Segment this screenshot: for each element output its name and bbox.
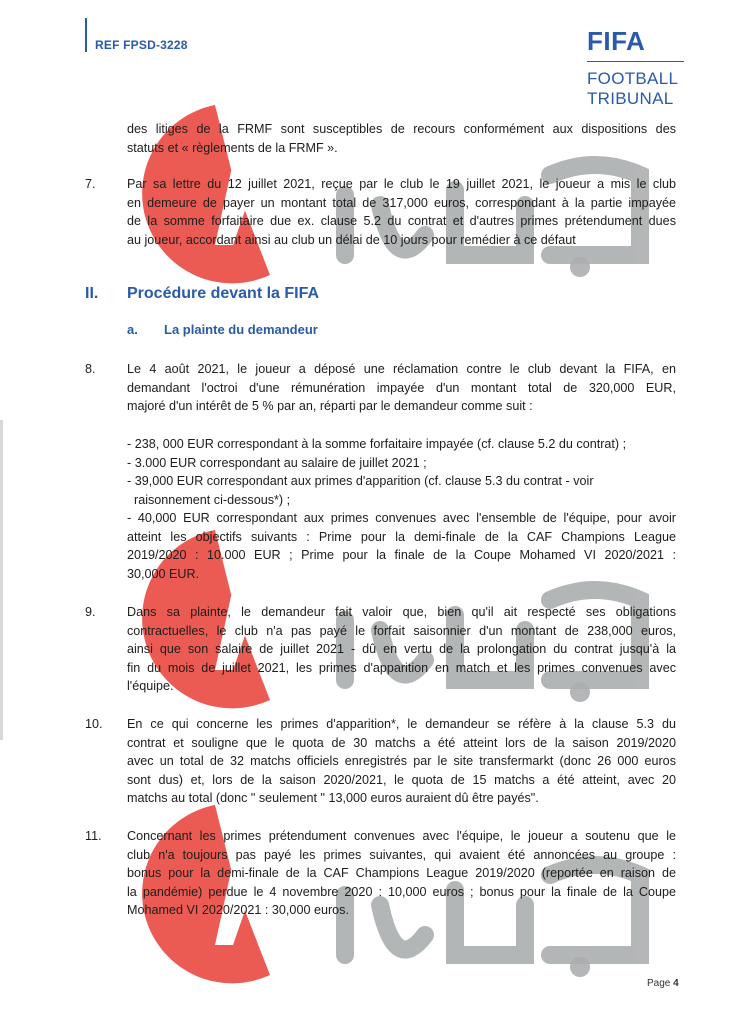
paragraph-continuation xyxy=(127,120,676,157)
paragraph-9 xyxy=(127,603,676,696)
text-line: statuts et « règlements de la FRMF ». xyxy=(127,140,338,155)
text-line: au joueur, accordant ainsi au club un délai de 10 jours pour remédier à ce défaut xyxy=(127,232,576,247)
text-line: l'équipe. xyxy=(127,679,174,693)
paragraph-number: 10. xyxy=(85,717,103,731)
list-item: - 238, 000 EUR correspondant à la somme forfaitaire impayée (cf. clause 5.2 du contrat) ; xyxy=(127,437,627,451)
paragraph-11 xyxy=(127,827,676,920)
text-line: Le 4 août 2021, le joueur a déposé une réclamation contre le club devant la FIFA, en xyxy=(127,362,676,376)
section-number: II. xyxy=(85,285,99,302)
text-line: en demeure de payer un montant total de 317,000 euros, correspondant à la partie impayée xyxy=(127,195,676,210)
text-line: Concernant les primes prétendument convenues avec l'équipe, le joueur a soutenu que le xyxy=(127,829,676,843)
paragraph-8 xyxy=(127,360,676,416)
list-item: - 3.000 EUR correspondant au salaire de juillet 2021 ; xyxy=(127,455,427,470)
paragraph-number: 11. xyxy=(85,829,102,843)
text-line: avec un total de 32 matchs officiels enregistrés par le site transfermarkt (donc 26 000 euros xyxy=(127,754,676,768)
list-item: - 39,000 EUR correspondant aux primes d'apparition (cf. clause 5.3 du contrat - voir xyxy=(127,474,594,488)
section-title: Procédure devant la FIFA xyxy=(127,285,320,302)
claim-breakdown-list xyxy=(127,435,676,583)
list-item: raisonnement ci-dessous*) ; xyxy=(134,492,291,507)
text-line: matchs au total (donc " seulement " 13,000 euros auraient dû être payés". xyxy=(127,791,539,805)
list-item: 2019/2020 : 10.000 EUR ; Prime pour la finale de la Coupe Mohamed VI 2020/2021 : xyxy=(127,548,676,562)
text-line: demandant l'octroi d'une rémunération impayée d'un montant total de 320,000 EUR, xyxy=(127,380,676,395)
subsection-number: a. xyxy=(127,322,138,337)
text-line: contrat et souligne que le quota de 30 matchs a été atteint lors de la saison 2019/2020 xyxy=(127,735,676,750)
list-item: - 40,000 EUR correspondant aux primes convenues avec l'ensemble de l'équipe, pour avoir xyxy=(127,511,676,525)
paragraph-number: 7. xyxy=(85,177,96,191)
list-item: atteint les objectifs suivants : Prime pour la demi-finale de la CAF Champions League xyxy=(127,529,676,544)
fifa-logo-text: FIFA xyxy=(587,26,646,56)
logo-line-tribunal: TRIBUNAL xyxy=(587,89,674,108)
logo-line-football: FOOTBALL xyxy=(587,69,679,88)
list-item: 30,000 EUR. xyxy=(127,566,200,581)
text-line: des litiges de la FRMF sont susceptibles de recours conformément aux dispositions des xyxy=(127,122,676,136)
paragraph-10 xyxy=(127,715,676,808)
logo-divider xyxy=(587,61,684,62)
ref-divider xyxy=(85,18,87,52)
text-line: majoré d'un intérêt de 5 % par an, réparti par le demandeur comme suit : xyxy=(127,399,533,413)
text-line: ainsi que son salaire de juillet 2021 - dû en vertu de la prolongation du contrat jusqu'à la xyxy=(127,642,676,656)
text-line: fin du mois de juillet 2021, les primes d'apparition en match et les primes convenues avec xyxy=(127,660,676,675)
fifa-football-tribunal-logo xyxy=(587,28,685,114)
text-line: Dans sa plainte, le demandeur fait valoir que, bien qu'il ait respecté ses obligations xyxy=(127,605,676,619)
subsection-title: La plainte du demandeur xyxy=(164,322,318,337)
text-line: la pandémie) perdue le 4 novembre 2020 : 10,000 euros ; bonus pour la finale de la Coupe xyxy=(127,884,676,899)
paragraph-number: 9. xyxy=(85,605,96,619)
text-line: contractuelles, le club n'a pas payé le forfait saisonnier d'un montant de 238,000 euros, xyxy=(127,623,676,638)
page-edge-shadow xyxy=(0,420,3,740)
text-line: Mohamed VI 2020/2021 : 30,000 euros. xyxy=(127,903,349,917)
paragraph-7 xyxy=(127,175,676,249)
paragraph-number: 8. xyxy=(85,362,96,376)
text-line: En ce qui concerne les primes d'apparition*, le demandeur se réfère à la clause 5.3 du xyxy=(127,717,676,731)
text-line: bonus pour la demi-finale de la CAF Champions League 2019/2020 (reportée en raison de xyxy=(127,866,676,880)
text-line: club n'a toujours pas payé les primes suivantes, qui avaient été annoncées au groupe : xyxy=(127,847,676,862)
page-number: 4 xyxy=(673,978,679,989)
text-line: Par sa lettre du 12 juillet 2021, reçue par le club le 19 juillet 2021, le joueur a mis le club xyxy=(127,177,676,191)
page-label: Page xyxy=(647,978,671,989)
text-line: de la somme forfaitaire due ex. clause 5.2 du contrat et d'autres primes prétendument dues xyxy=(127,214,676,228)
text-line: sont dus) et, lors de la saison 2020/2021, le quota de 15 matchs a été atteint, avec 20 xyxy=(127,772,676,787)
page-footer xyxy=(647,978,679,989)
reference-number: REF FPSD-3228 xyxy=(95,38,188,52)
